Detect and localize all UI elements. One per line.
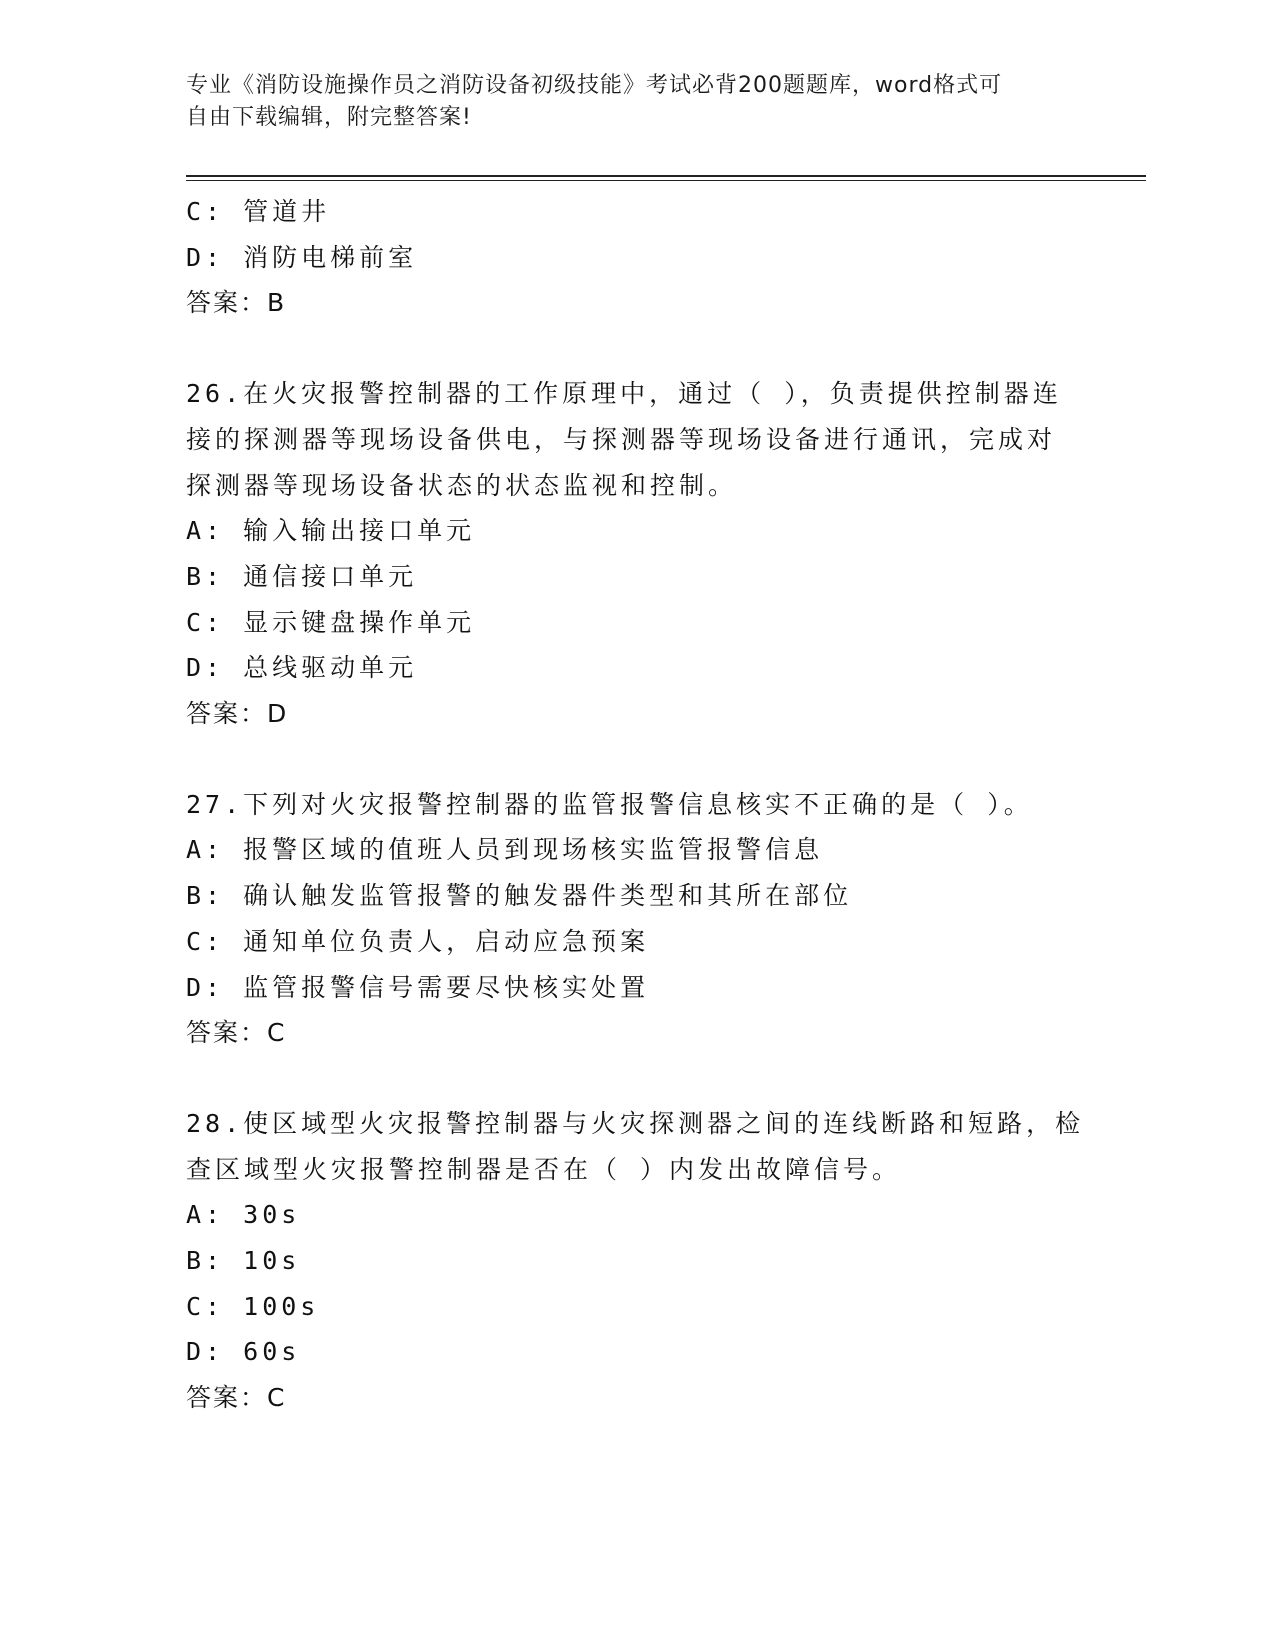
header-divider-thick [186,175,1146,177]
question-text-line: 查区域型火灾报警控制器是否在（ ）内发出故障信号。 [186,1154,902,1184]
document-header [186,70,1086,134]
question-28 [186,1101,1086,1421]
question-content [186,189,1086,1421]
answer-line: 答案：B [186,288,287,318]
previous-question-tail [186,189,1086,326]
header-line-1: 专业《消防设施操作员之消防设备初级技能》考试必背200题题库，word格式可 [186,73,1003,98]
option-a: A: 报警区域的值班人员到现场核实监管报警信息 [186,835,824,865]
header-divider-thin [186,180,1146,181]
option-c: C: 显示键盘操作单元 [186,607,476,637]
question-27 [186,782,1086,1056]
option-c: C: 管道井 [186,197,331,226]
answer-line: 答案：C [186,1383,287,1413]
option-d: D: 总线驱动单元 [186,653,418,683]
question-text-line: 接的探测器等现场设备供电，与探测器等现场设备进行通讯，完成对 [186,424,1057,454]
option-d: D: 60s [186,1337,301,1367]
question-text-line: 26.在火灾报警控制器的工作原理中，通过（ ），负责提供控制器连 [186,379,1062,409]
question-text-line: 探测器等现场设备状态的状态监视和控制。 [186,470,738,500]
question-26 [186,371,1086,737]
answer-line: 答案：C [186,1018,287,1048]
option-b: B: 10s [186,1246,301,1276]
option-b: B: 通信接口单元 [186,561,418,591]
question-text-line: 27.下列对火灾报警控制器的监管报警信息核实不正确的是（ ）。 [186,789,1033,819]
option-d: D: 消防电梯前室 [186,242,418,272]
option-c: C: 100s [186,1291,320,1321]
question-text-line: 28.使区域型火灾报警控制器与火灾探测器之间的连线断路和短路，检 [186,1108,1085,1138]
option-b: B: 确认触发监管报警的触发器件类型和其所在部位 [186,881,853,911]
option-c: C: 通知单位负责人，启动应急预案 [186,926,650,956]
option-d: D: 监管报警信号需要尽快核实处置 [186,972,650,1002]
answer-line: 答案：D [186,699,289,729]
option-a: A: 输入输出接口单元 [186,516,476,546]
option-a: A: 30s [186,1200,301,1230]
header-line-2: 自由下载编辑，附完整答案! [186,105,472,130]
